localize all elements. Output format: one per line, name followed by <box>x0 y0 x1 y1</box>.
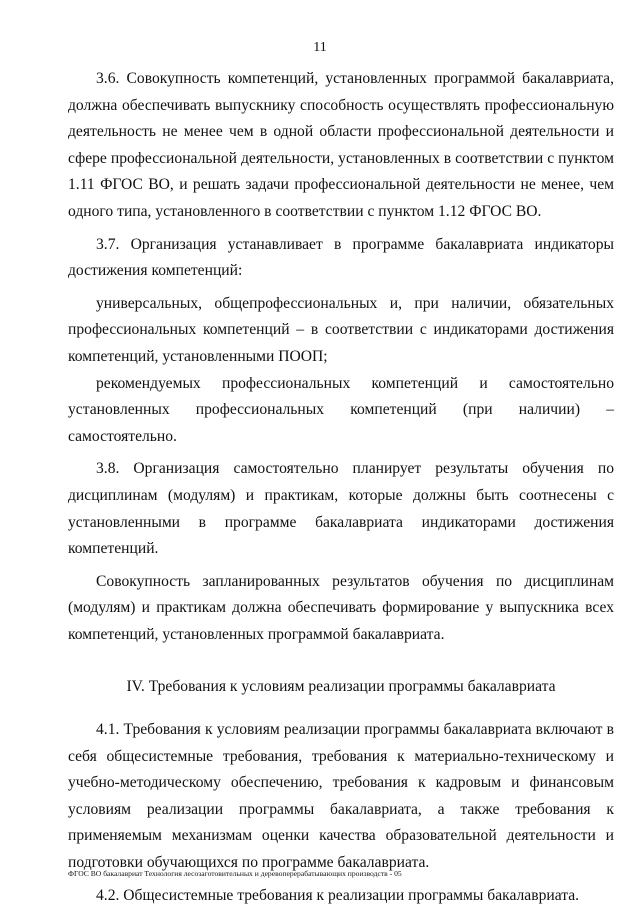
document-body <box>68 66 614 909</box>
paragraph-3-7-item-recommended: рекомендуемых профессиональных компетенций и самостоятельно установленных профессиональных компетенций (при наличии) – самостоятельно. <box>68 374 614 445</box>
paragraph-4-2: 4.2. Общесистемные требования к реализации программы бакалавриата. <box>96 886 580 904</box>
page-number: 11 <box>313 40 327 55</box>
paragraph-3-7: 3.7. Организация устанавливает в программе бакалавриата индикаторы достижения компетенций: <box>68 235 614 280</box>
paragraph-3-8-aggregate: Совокупность запланированных результатов обучения по дисциплинам (модулям) и практикам должна обеспечивать формирование у выпускника всех компетенций, установленных программой бакалавриата. <box>68 572 614 643</box>
paragraph-4-1: 4.1. Требования к условиям реализации программы бакалавриата включают в себя общесистемные требования, требования к материально-техническому и учебно-методическому обеспечению, требования к кадровым и финансовым условиям реализации программы бакалавриата, а также требования к применяемым механизмам оценки качества образовательной деятельности и подготовки обучающихся по программе бакалавриата. <box>68 721 614 872</box>
section-iv-heading: IV. Требования к условиям реализации программы бакалавриата <box>126 678 556 696</box>
paragraph-3-7-item-universal: универсальных, общепрофессиональных и, при наличии, обязательных профессиональных компетенций – в соответствии с индикаторами достижения компетенций, установленными ПООП; <box>68 294 614 365</box>
paragraph-3-6: 3.6. Совокупность компетенций, установленных программой бакалавриата, должна обеспечивать выпускнику способность осуществлять профессиональную деятельность не менее чем в одной области профессиональной деятельности и сфере профессиональной деятельности, установленных в соответствии с пунктом 1.11 ФГОС ВО, и решать задачи профессиональной деятельности не менее, чем одного типа, установленного в соответствии с пунктом 1.12 ФГОС ВО. <box>68 70 614 220</box>
page-footer: ФГОС ВО бакалавриат Технология лесозаготовительных и деревоперерабатывающих производств - 05 <box>68 869 402 878</box>
paragraph-3-8: 3.8. Организация самостоятельно планирует результаты обучения по дисциплинам (модулям) и практикам, которые должны быть соотнесены с установленными в программе бакалавриата индикаторами достижения компетенций. <box>68 460 614 558</box>
